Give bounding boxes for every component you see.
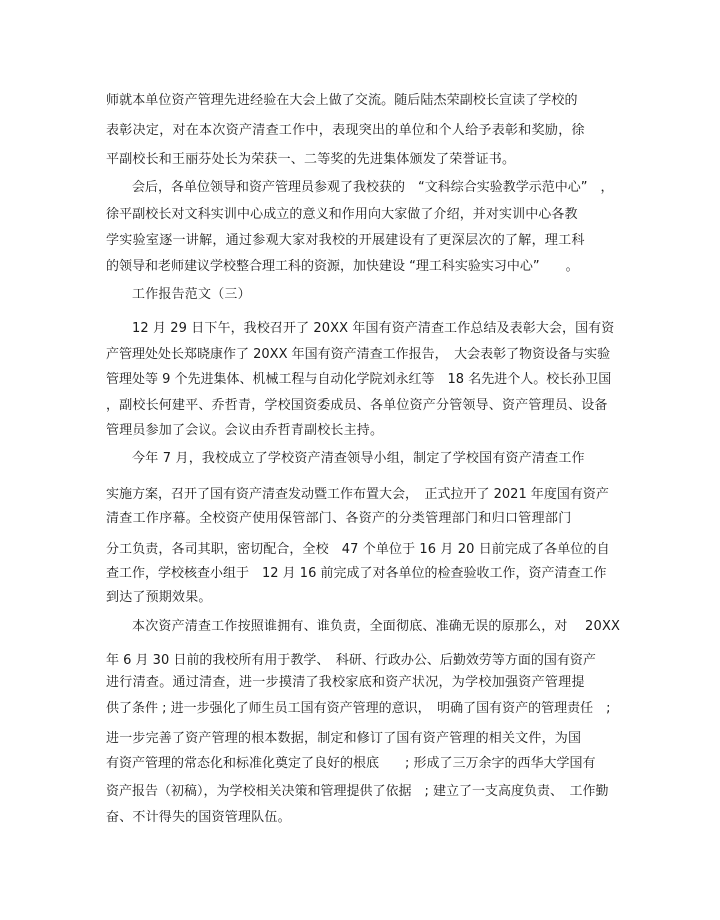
text-line: 管理处等 9 个先进集体、机械工程与自动化学院刘永红等 18 名先进个人。校长孙卫国 — [106, 372, 612, 387]
text-line: 供了条件 ; 进一步强化了师生员工国有资产管理的意识， 明确了国有资产的管理责任 ; — [106, 701, 611, 716]
text-line: 平副校长和王丽芬处长为荣获一、二等奖的先进集体颁发了荣誉证书。 — [106, 152, 516, 167]
text-line: 进行清查。通过清查，进一步摸清了我校家底和资产状况，为学校加强资产管理提 — [106, 675, 585, 690]
text-line: 年 6 月 30 日前的我校所有用于教学、 科研、行政办公、后勤效劳等方面的国有资产 — [106, 653, 596, 668]
text-line: 到达了预期效果。 — [106, 590, 212, 605]
text-line: 今年 7 月，我校成立了学校资产清查领导小组，制定了学校国有资产清查工作 — [132, 451, 585, 466]
text-line: 学实验室逐一讲解，通过参观大家对我校的开展建设有了更深层次的了解，理工科 — [106, 233, 585, 248]
text-line: 有资产管理的常态化和标准化奠定了良好的根底 ; 形成了三万余字的西华大学国有 — [106, 756, 596, 771]
text-line: 奋、不计得失的国资管理队伍。 — [106, 810, 291, 825]
text-line: 清查工作序幕。全校资产使用保管部门、各资产的分类管理部门和归口管理部门 — [106, 511, 572, 526]
text-line: 师就本单位资产管理先进经验在大会上做了交流。随后陆杰荣副校长宣读了学校的 — [106, 93, 578, 108]
text-line: 本次资产清查工作按照谁拥有、谁负责，全面彻底、准确无误的原那么，对 — [132, 619, 568, 634]
text-line: 表彰决定，对在本次资产清查工作中，表现突出的单位和个人给予表彰和奖励，徐 — [106, 123, 585, 138]
text-line: 20XX — [585, 619, 621, 634]
text-line: 进一步完善了资产管理的根本数据，制定和修订了国有资产管理的相关文件，为国 — [106, 731, 582, 746]
text-line: ，副校长何建平、乔哲青，学校国资委成员、各单位资产分管领导、资产管理员、设备 — [106, 398, 608, 413]
text-line: 徐平副校长对文科实训中心成立的意义和作用向大家做了介绍，并对实训中心各教 — [106, 207, 578, 222]
text-line: 查工作，学校核查小组于 12 月 16 前完成了对各单位的检查验收工作，资产清查工作 — [106, 566, 607, 581]
text-line: 的领导和老师建议学校整合理工科的资源，加快建设 “理工科实验实习中心” 。 — [106, 259, 579, 274]
text-line: 管理员参加了会议。会议由乔哲青副校长主持。 — [106, 423, 384, 438]
text-line: 分工负责，各司其职，密切配合，全校 47 个单位于 16 月 20 日前完成了各单位的自 — [106, 542, 610, 557]
section-heading: 工作报告范文（三） — [132, 287, 251, 302]
text-line: 产管理处处长郑晓康作了 20XX 年国有资产清查工作报告， 大会表彰了物资设备与实验 — [106, 347, 611, 362]
text-line: 实施方案，召开了国有资产清查发动暨工作布置大会， 正式拉开了 2021 年度国有资产 — [106, 487, 609, 502]
text-line: 会后，各单位领导和资产管理员参观了我校获的 “文科综合实验教学示范中心” ， — [132, 180, 614, 195]
text-line: 12 月 29 日下午，我校召开了 20XX 年国有资产清查工作总结及表彰大会，国有资 — [132, 321, 615, 336]
text-line: 资产报告（初稿），为学校相关决策和管理提供了依据 ; 建立了一支高度负责、 工作勤 — [106, 784, 609, 799]
